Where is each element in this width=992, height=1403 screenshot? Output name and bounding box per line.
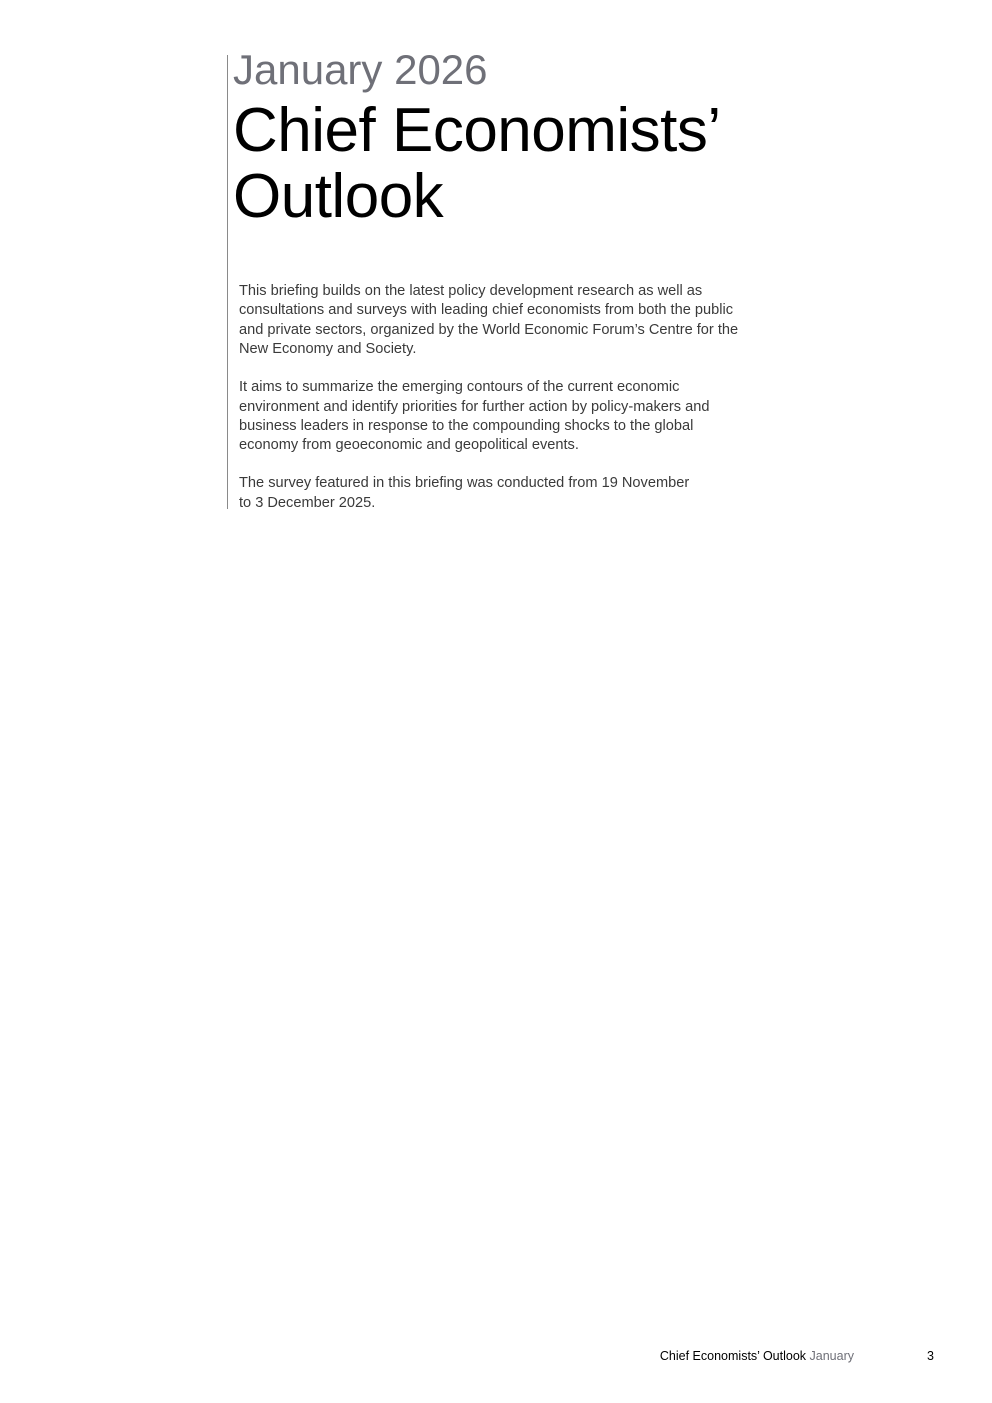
text-line: consultations and surveys with leading chief economists from both the public (239, 302, 734, 319)
text-line: and private sectors, organized by the World Economic Forum’s Centre for the (239, 321, 739, 338)
text-line: economy from geoeconomic and geopolitical events. (239, 437, 579, 454)
footer-report-label (660, 1346, 854, 1366)
text-line: The survey featured in this briefing was conducted from 19 November (239, 475, 690, 492)
page-title-line: Outlook (233, 162, 444, 231)
intro-paragraph-scope (239, 282, 749, 360)
text-line: to 3 December 2025. (239, 494, 376, 511)
text-line: New Economy and Society. (239, 341, 417, 358)
footer-report-title: Chief Economists’ Outlook (659, 1349, 807, 1363)
intro-text (239, 282, 749, 532)
text-line: business leaders in response to the compounding shocks to the global (239, 417, 694, 434)
intro-paragraph-survey-dates (239, 474, 749, 513)
vertical-accent-rule (227, 55, 228, 509)
text-line: This briefing builds on the latest policy development research as well as (239, 283, 703, 299)
page-footer (0, 1346, 992, 1366)
page-title (233, 98, 721, 230)
page-title-line: Chief Economists’ (233, 96, 721, 165)
text-line: It aims to summarize the emerging contours of the current economic (239, 379, 680, 396)
intro-paragraph-aims (239, 378, 749, 456)
page-number: 3 (927, 1349, 934, 1363)
report-date: January 2026 (233, 46, 488, 93)
footer-month: January (809, 1349, 854, 1363)
text-line: environment and identify priorities for further action by policy-makers and (239, 398, 710, 415)
